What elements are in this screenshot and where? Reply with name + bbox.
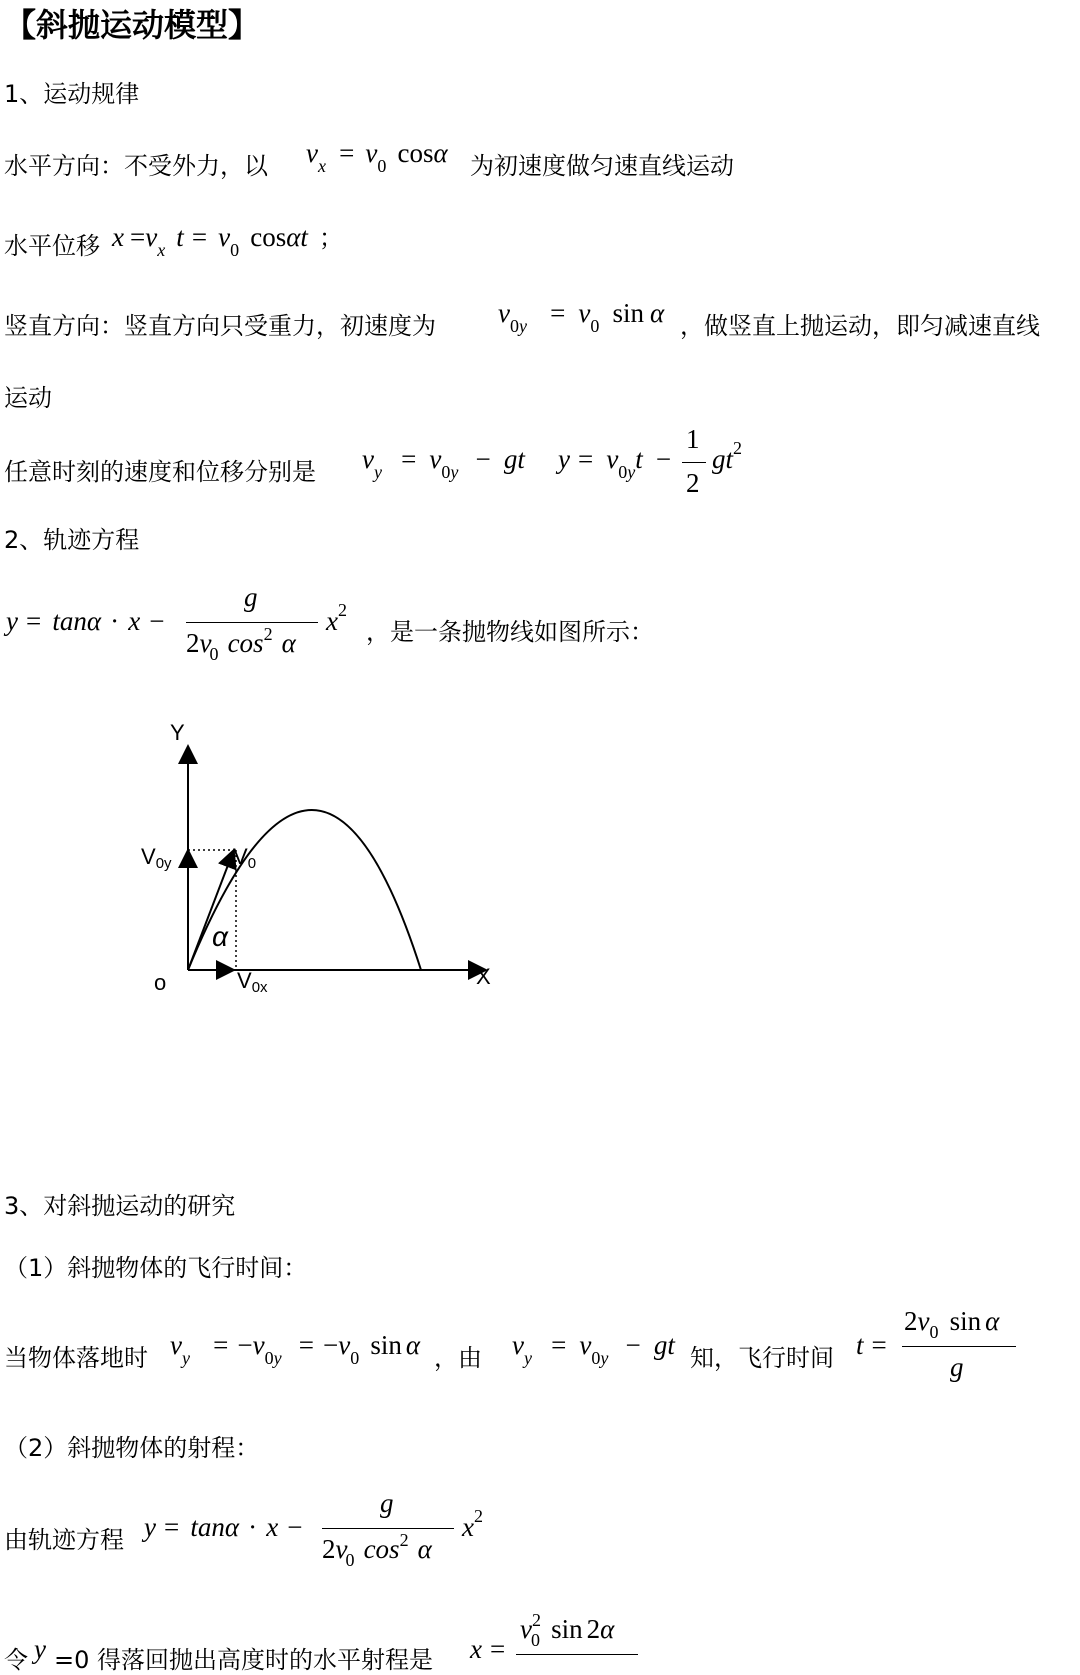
section-1-heading: 1、运动规律 [4, 80, 140, 108]
question-1-heading: （1）斜抛物体的飞行时间： [4, 1254, 308, 1282]
page-title: 【斜抛运动模型】 [4, 6, 261, 44]
let-text: 令 [4, 1646, 28, 1674]
formula-x-displacement: x =vx t = v0 cosαt ； [112, 222, 343, 260]
horizontal-direction-text-tail: 为初速度做匀速直线运动 [470, 152, 734, 180]
formula-vy: vy = v0y − gt [362, 444, 525, 482]
formula-vy-general: vy = v0y − gt [512, 1330, 675, 1368]
formula-vx: vx = v0 cosα [306, 138, 448, 176]
vertical-direction-text: 竖直方向：竖直方向只受重力，初速度为 [4, 312, 436, 340]
question-2-heading: （2）斜抛物体的射程： [4, 1434, 260, 1462]
formula-y: y = v0yt − [558, 444, 672, 482]
formula-trajectory: y = tanα · x − [6, 606, 165, 636]
v0x-label: V0x [237, 968, 268, 996]
formula-trajectory-repeat: y = tanα · x − [144, 1512, 303, 1542]
vertical-direction-text-wrap: 运动 [4, 384, 52, 412]
landing-text-flight-time: 知，飞行时间 [690, 1344, 834, 1372]
formula-flight-time-numerator: 2v0 sin α [904, 1306, 1000, 1342]
v0-label: V0 [233, 844, 257, 872]
landing-text: 当物体落地时 [4, 1344, 148, 1372]
trajectory-text-tail: ，是一条抛物线如图所示： [366, 618, 654, 646]
formula-range-numerator: v20 sin 2α [520, 1610, 615, 1650]
origin-label: o [154, 970, 167, 995]
by-trajectory-text: 由轨迹方程 [4, 1526, 124, 1554]
y-axis-label: Y [170, 720, 185, 745]
v0y-label: V0y [141, 844, 172, 872]
formula-vy-landing: vy = −v0y = −v0 sin α [170, 1330, 421, 1368]
v0-vector [188, 852, 233, 970]
any-time-text: 任意时刻的速度和位移分别是 [4, 458, 316, 486]
section-2-heading: 2、轨迹方程 [4, 526, 140, 554]
section-3-heading: 3、对斜抛运动的研究 [4, 1192, 236, 1220]
x-axis-label: X [476, 964, 491, 989]
angle-label: α [212, 921, 228, 952]
let-text-range: =0 得落回抛出高度时的水平射程是 [54, 1646, 434, 1674]
horizontal-direction-text: 水平方向：不受外力，以 [4, 152, 268, 180]
projectile-diagram [0, 700, 520, 1010]
landing-text-by: ，由 [434, 1344, 482, 1372]
formula-v0y: v0y = v0 sin α [498, 298, 665, 336]
horizontal-displacement-label: 水平位移 [4, 232, 100, 260]
vertical-direction-text-tail: ，做竖直上抛运动，即匀减速直线 [680, 312, 1040, 340]
